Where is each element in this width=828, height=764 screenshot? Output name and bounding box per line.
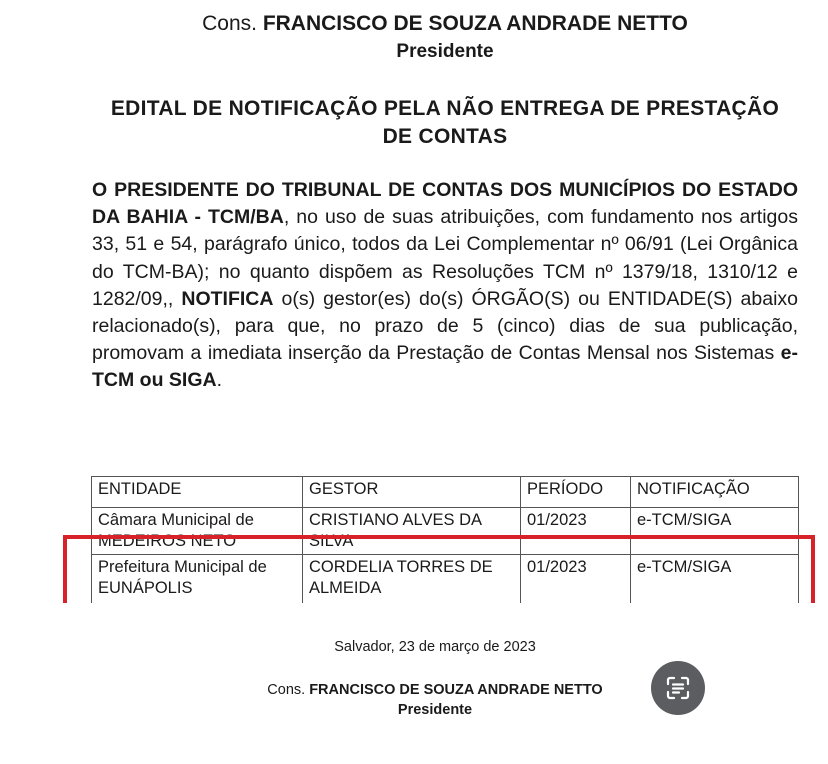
table-cell-gestor: CORDELIA TORRES DE ALMEIDA [303,555,521,606]
table-cell-notificacao: e-TCM/SIGA [631,508,799,555]
table-cell-entidade: Câmara Municipal de MEDEIROS NETO [92,508,303,555]
footer-signature-name-line [220,681,650,699]
table-cell-entidade: Prefeitura Municipal de EUNÁPOLIS [92,555,303,606]
table-header-cell: ENTIDADE [92,477,303,508]
header-signature-prefix: Cons. [202,12,257,35]
table-header-row [92,477,799,508]
text-scan-button[interactable] [651,661,705,715]
body-bold-authority: O PRESIDENTE DO TRIBUNAL DE CONTAS DOS MUNICÍPIOS DO ESTADO DA BAHIA - TCM/BA [92,179,798,229]
table-header-cell: NOTIFICAÇÃO [631,477,799,508]
footer-signature-name: FRANCISCO DE SOUZA ANDRADE NETTO [309,682,603,698]
table-header-cell: PERÍODO [521,477,631,508]
body-text-3: . [216,369,222,392]
table-cell-gestor: CRISTIANO ALVES DA SILVA [303,508,521,555]
body-text-1: , no uso de suas atribuições, com fundamento nos artigos 33, 51 e 54, parágrafo único, todos da Lei Complementar nº 06/91 (Lei Orgânica do TCM-BA); no quanto dispõem as Resoluções TCM nº 1379/18, 1310/12 e 1282/09,, [92,206,798,310]
body-bold-notifica: NOTIFICA [181,287,274,310]
body-bold-systems: e-TCM ou SIGA [92,342,798,392]
footer-signature-prefix: Cons. [267,682,306,698]
notification-body [92,177,798,395]
date-line: Salvador, 23 de março de 2023 [334,639,536,655]
table-cell-periodo: 01/2023 [521,508,631,555]
highlight-box [63,535,815,603]
table-header-cell: GESTOR [303,477,521,508]
header-signature-name-line [0,12,828,36]
body-text-2: o(s) gestor(es) do(s) ÓRGÃO(S) ou ENTIDADE(S) abaixo relacionado(s), para que, no prazo de 5 (cinco) dias de sua publicação, promovam a imediata inserção da Prestação de Contas Mensal nos Sistemas [92,287,798,365]
footer-signature-role: Presidente [397,702,473,718]
table-cell-notificacao: e-TCM/SIGA [631,555,799,606]
table-cell-periodo: 01/2023 [521,555,631,606]
text-scan-icon [664,674,692,702]
edital-title: EDITAL DE NOTIFICAÇÃO PELA NÃO ENTREGA DE PRESTAÇÃO DE CONTAS [110,97,780,148]
header-signature-role: Presidente [396,41,494,62]
header-signature-name: FRANCISCO DE SOUZA ANDRADE NETTO [262,12,688,35]
cropped-gap [0,603,828,643]
